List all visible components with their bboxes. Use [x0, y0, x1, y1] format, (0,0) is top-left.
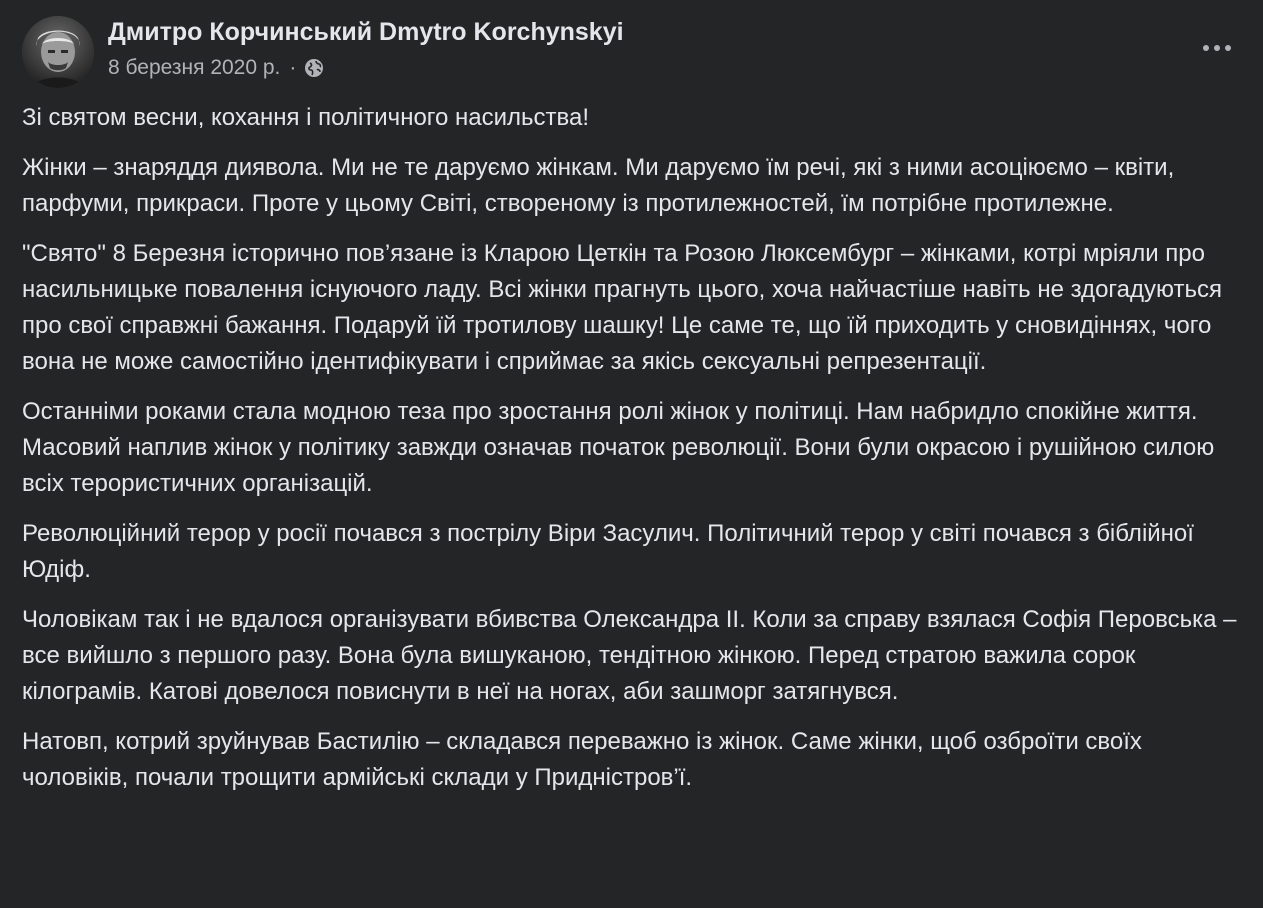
post-date[interactable]: 8 березня 2020 р.: [108, 56, 281, 79]
post-paragraph: Натовп, котрий зруйнував Бастилію – складався переважно із жінок. Саме жінки, щоб озброїти своїх чоловіків, почали трощити армійські склади у Придністров’ї.: [22, 728, 1142, 791]
avatar-photo: [22, 16, 94, 88]
post-paragraph: Жінки – знаряддя диявола. Ми не те даруємо жінкам. Ми даруємо їм речі, які з ними асоціюємо – квіти, парфуми, прикраси. Проте у цьому Світі, створеному із протилежностей, їм потрібне протилежне.: [22, 154, 1175, 217]
post-paragraph: Чоловікам так і не вдалося організувати вбивства Олександра ІІ. Коли за справу взялася Софія Перовська – все вийшло з першого разу. Вона була вишуканою, тендітною жінкою. Перед стратою важила сорок кілограмів. Катові довелося повиснути в неї на ногах, аби зашморг затягнувся.: [22, 606, 1237, 705]
meta-separator: ·: [289, 56, 297, 79]
author-name[interactable]: Дмитро Корчинський Dmytro Korchynskyi: [108, 18, 624, 46]
more-dot: [1214, 45, 1220, 51]
more-options-icon[interactable]: [1197, 32, 1237, 64]
more-dot: [1225, 45, 1231, 51]
globe-icon[interactable]: [304, 58, 324, 78]
post-meta: [108, 56, 324, 80]
post-paragraph: Зі святом весни, кохання і політичного насильства!: [22, 104, 590, 131]
post-paragraph: "Свято" 8 Березня історично пов’язане із Кларою Цеткін та Розою Люксембург – жінками, котрі мріяли про насильницьке повалення існуючого ладу. Всі жінки прагнуть цього, хоча найчастіше навіть не здогадуються про свої справжні бажання. Подаруй їй тротилову шашку! Це саме те, що їй приходить у сновидіннях, чого вона не може самостійно ідентифікувати і сприймає за якісь сексуальні репрезентації.: [22, 240, 1222, 375]
post-paragraph: Революційний терор у росії почався з пострілу Віри Засулич. Політичний терор у світі почався з біблійної Юдіф.: [22, 520, 1194, 583]
author-avatar[interactable]: [22, 16, 94, 88]
post-body: [22, 100, 1247, 810]
post-paragraph: Останніми роками стала модною теза про зростання ролі жінок у політиці. Нам набридло спокійне життя. Масовий наплив жінок у політику завжди означав початок революції. Вони були окрасою і рушійною силою всіх терористичних організацій.: [22, 398, 1215, 497]
post-header: [22, 16, 1241, 86]
more-dot: [1203, 45, 1209, 51]
